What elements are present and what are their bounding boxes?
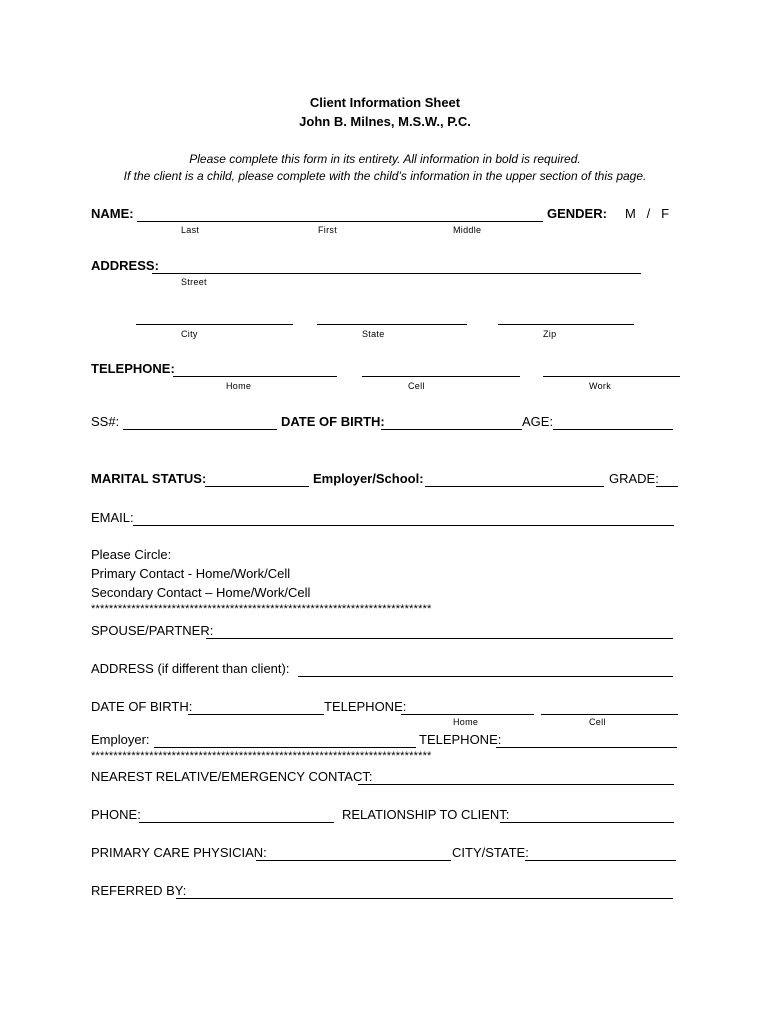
gender-options[interactable]: M / F [625, 206, 670, 221]
work-sub: Work [589, 381, 612, 391]
spouse-telephone-cell-field[interactable] [541, 714, 678, 715]
city-sub: City [181, 329, 198, 339]
cell-sub: Cell [408, 381, 425, 391]
name-label: NAME: [91, 206, 134, 221]
employer-school-field[interactable] [425, 486, 604, 487]
city-state-label: CITY/STATE: [452, 845, 529, 860]
age-field[interactable] [553, 429, 673, 430]
email-field[interactable] [133, 525, 674, 526]
separator-1: **************************************************************************** [91, 603, 432, 615]
grade-field[interactable] [656, 486, 678, 487]
name-sub-middle: Middle [453, 225, 482, 235]
spouse-telephone-label: TELEPHONE: [324, 699, 407, 714]
instruction-line-2: If the client is a child, please complete with the child’s information in the upper section of this page. [123, 169, 647, 183]
please-circle-label: Please Circle: [91, 547, 172, 562]
ss-field[interactable] [123, 429, 277, 430]
physician-field[interactable] [256, 860, 451, 861]
street-field[interactable] [152, 273, 641, 274]
spouse-telephone-home-field[interactable] [401, 714, 534, 715]
spouse-dob-label: DATE OF BIRTH: [91, 699, 193, 714]
age-label: AGE: [522, 414, 554, 429]
email-label: EMAIL: [91, 510, 134, 525]
separator-2: **************************************************************************** [91, 750, 432, 762]
ss-label: SS#: [91, 414, 120, 429]
name-sub-last: Last [181, 225, 200, 235]
instruction-line-1: Please complete this form in its entirety. All information in bold is required. [189, 152, 581, 166]
dob-field[interactable] [381, 429, 522, 430]
state-sub: State [362, 329, 385, 339]
employer-school-label: Employer/School: [313, 471, 424, 486]
spouse-address-label: ADDRESS (if different than client): [91, 661, 290, 676]
name-sub-first: First [318, 225, 337, 235]
phone-field[interactable] [139, 822, 334, 823]
telephone-cell-field[interactable] [362, 376, 520, 377]
practice-name: John B. Milnes, M.S.W., P.C. [299, 114, 471, 129]
primary-contact-option[interactable]: Primary Contact - Home/Work/Cell [91, 566, 291, 581]
spouse-home-sub: Home [453, 717, 479, 727]
spouse-employer-field[interactable] [154, 747, 416, 748]
name-field[interactable] [137, 221, 543, 222]
street-sub: Street [181, 277, 207, 287]
dob-label: DATE OF BIRTH: [281, 414, 385, 429]
telephone-work-field[interactable] [543, 376, 680, 377]
city-state-field[interactable] [525, 860, 676, 861]
phone-label: PHONE: [91, 807, 141, 822]
marital-status-field[interactable] [205, 486, 309, 487]
physician-label: PRIMARY CARE PHYSICIAN: [91, 845, 267, 860]
address-label: ADDRESS: [91, 258, 159, 273]
gender-label: GENDER: [547, 206, 607, 221]
spouse-telephone2-label: TELEPHONE: [419, 732, 502, 747]
secondary-contact-option[interactable]: Secondary Contact – Home/Work/Cell [91, 585, 311, 600]
grade-label: GRADE: [609, 471, 659, 486]
spouse-telephone2-field[interactable] [496, 747, 677, 748]
spouse-field[interactable] [206, 638, 673, 639]
zip-sub: Zip [543, 329, 557, 339]
relationship-field[interactable] [500, 822, 674, 823]
marital-status-label: MARITAL STATUS: [91, 471, 207, 486]
zip-field[interactable] [498, 324, 634, 325]
city-field[interactable] [136, 324, 293, 325]
spouse-employer-label: Employer: [91, 732, 150, 747]
spouse-cell-sub: Cell [589, 717, 606, 727]
state-field[interactable] [317, 324, 467, 325]
nearest-relative-field[interactable] [358, 784, 674, 785]
spouse-label: SPOUSE/PARTNER: [91, 623, 214, 638]
spouse-dob-field[interactable] [188, 714, 324, 715]
nearest-relative-label: NEAREST RELATIVE/EMERGENCY CONTACT: [91, 769, 373, 784]
telephone-home-field[interactable] [173, 376, 337, 377]
form-title: Client Information Sheet [309, 95, 461, 110]
referred-by-field[interactable] [176, 898, 673, 899]
referred-by-label: REFERRED BY: [91, 883, 187, 898]
home-sub: Home [226, 381, 252, 391]
spouse-address-field[interactable] [298, 676, 673, 677]
relationship-label: RELATIONSHIP TO CLIENT: [342, 807, 510, 822]
telephone-label: TELEPHONE: [91, 361, 175, 376]
